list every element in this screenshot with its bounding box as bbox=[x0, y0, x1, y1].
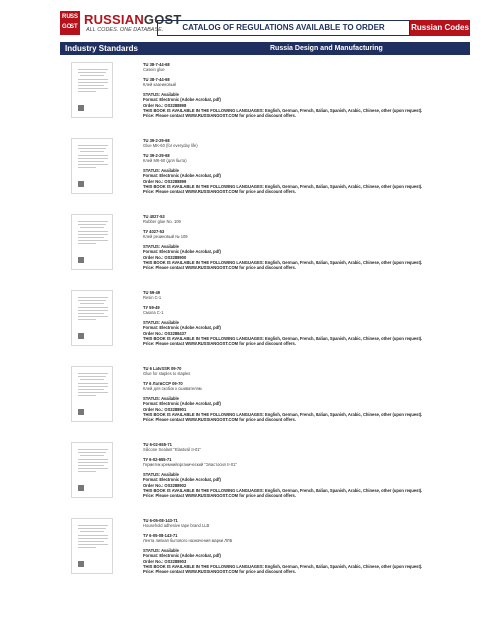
price-text[interactable]: Price: Please contact WWW.RUSSIANGOST.COM for price and discount offers. bbox=[143, 568, 296, 574]
brand-logo-mark: RU SS GO ST bbox=[60, 11, 80, 35]
thumbnail-line bbox=[80, 227, 104, 228]
thumbnail-line bbox=[78, 85, 104, 86]
status-text: STATUS: Available bbox=[143, 168, 179, 174]
status-text: STATUS: Available bbox=[143, 92, 179, 98]
name-en: Glue MK-60 (for everyday life) bbox=[143, 143, 198, 149]
thumbnail-line bbox=[78, 148, 106, 149]
thumbnail-line bbox=[78, 221, 108, 222]
status-text: STATUS: Available bbox=[143, 244, 179, 250]
stamp-icon bbox=[78, 333, 84, 339]
brand-name-part-2: GOST bbox=[143, 12, 182, 27]
thumbnail-line bbox=[78, 383, 108, 384]
thumbnail-line bbox=[78, 313, 104, 314]
entry-text bbox=[143, 138, 473, 194]
thumbnail-line bbox=[78, 82, 108, 83]
entry-text bbox=[143, 214, 473, 270]
order-number: Order No.: OS3288903 bbox=[143, 558, 187, 564]
thumbnail-line bbox=[78, 158, 108, 159]
thumbnail-line bbox=[78, 69, 108, 70]
thumbnail-line bbox=[78, 88, 108, 89]
status-text: STATUS: Available bbox=[143, 320, 179, 326]
languages-text: THIS BOOK IS AVAILABLE IN THE FOLLOWING LANGUAGES: English, German, French, Italian, Spanish, Arabic, Chinese, other (upon request). bbox=[143, 259, 423, 265]
code-ru: TУ 4027-53 bbox=[143, 229, 165, 235]
languages-text: THIS BOOK IS AVAILABLE IN THE FOLLOWING LANGUAGES: English, German, French, Italian, Spanish, Arabic, Chinese, other (upon request). bbox=[143, 335, 423, 341]
order-number: Order No.: OS3288901 bbox=[143, 406, 187, 412]
code-ru: TУ 6-02-655-71 bbox=[143, 457, 172, 463]
price-text[interactable]: Price: Please contact WWW.RUSSIANGOST.COM for price and discount offers. bbox=[143, 188, 296, 194]
languages-text: THIS BOOK IS AVAILABLE IN THE FOLLOWING LANGUAGES: English, German, French, Italian, Spanish, Arabic, Chinese, other (upon request). bbox=[143, 487, 423, 493]
entry-text bbox=[143, 290, 473, 346]
thumbnail-line bbox=[78, 389, 104, 390]
thumbnail-line bbox=[78, 541, 104, 542]
thumbnail-line bbox=[78, 373, 108, 374]
format-text: Format: Electronic (Adobe Acrobat, pdf) bbox=[143, 173, 221, 179]
thumbnail-line bbox=[78, 535, 108, 536]
thumbnail-line bbox=[80, 455, 104, 456]
thumbnail-line bbox=[78, 528, 106, 529]
thumbnail-line bbox=[78, 234, 108, 235]
thumbnail-line bbox=[78, 316, 108, 317]
order-number: Order No.: OS3288899 bbox=[143, 178, 187, 184]
thumbnail-line bbox=[78, 395, 96, 396]
format-text: Format: Electronic (Adobe Acrobat, pdf) bbox=[143, 553, 221, 559]
thumbnail-line bbox=[80, 75, 104, 76]
price-text[interactable]: Price: Please contact WWW.RUSSIANGOST.COM for price and discount offers. bbox=[143, 492, 296, 498]
format-text: Format: Electronic (Adobe Acrobat, pdf) bbox=[143, 477, 221, 483]
thumbnail-line bbox=[78, 449, 108, 450]
thumbnail-line bbox=[78, 538, 108, 539]
stamp-icon bbox=[78, 105, 84, 111]
section-nav-bar bbox=[60, 42, 470, 55]
thumbnail-line bbox=[78, 231, 108, 232]
code-ru: TУ 6-05-08-143-71 bbox=[143, 533, 178, 539]
code-ru: TU 38-7-44-68 bbox=[143, 77, 170, 83]
status-text: STATUS: Available bbox=[143, 396, 179, 402]
thumbnail-line bbox=[78, 465, 104, 466]
thumbnail-line bbox=[78, 155, 108, 156]
order-number: Order No.: OS3288437 bbox=[143, 330, 187, 336]
thumbnail-line bbox=[78, 72, 106, 73]
thumbnail-line bbox=[78, 386, 108, 387]
name-ru: Герметик кремнийорганический "Эластосил II-01" bbox=[143, 462, 237, 468]
thumbnail-line bbox=[80, 379, 104, 380]
thumbnail-line bbox=[78, 471, 96, 472]
thumbnail-line bbox=[78, 452, 106, 453]
thumbnail-line bbox=[78, 237, 104, 238]
section-left-title: Industry Standards bbox=[65, 44, 138, 53]
thumbnail-line bbox=[78, 310, 108, 311]
name-ru: Клей для скобок к сшивателям bbox=[143, 386, 202, 392]
price-text[interactable]: Price: Please contact WWW.RUSSIANGOST.COM for price and discount offers. bbox=[143, 264, 296, 270]
order-number: Order No.: OS3288902 bbox=[143, 482, 187, 488]
code-en: TU 59-49 bbox=[143, 290, 161, 295]
thumbnail-line bbox=[78, 459, 108, 460]
price-text[interactable]: Price: Please contact WWW.RUSSIANGOST.COM for price and discount offers. bbox=[143, 340, 296, 346]
section-right-title: Russia Design and Manufacturing bbox=[270, 45, 383, 52]
name-ru: Клей резиновый № 109 bbox=[143, 234, 188, 240]
stamp-icon bbox=[78, 181, 84, 187]
languages-text: THIS BOOK IS AVAILABLE IN THE FOLLOWING LANGUAGES: English, German, French, Italian, Spanish, Arabic, Chinese, other (upon request). bbox=[143, 411, 423, 417]
order-number: Order No.: OS3288898 bbox=[143, 102, 187, 108]
code-ru: TU 39-2-29-68 bbox=[143, 153, 170, 159]
thumbnail-line bbox=[78, 300, 106, 301]
code-en: TU 6-02-655-71 bbox=[143, 442, 172, 447]
entry-text bbox=[143, 518, 473, 574]
code-ru: TУ 59-49 bbox=[143, 305, 160, 311]
entry-text bbox=[143, 442, 473, 498]
thumbnail-line bbox=[78, 547, 96, 548]
thumbnail-line bbox=[78, 145, 108, 146]
thumbnail-line bbox=[78, 392, 108, 393]
name-en: Household adhesive tape brand LLB bbox=[143, 523, 210, 529]
document-thumbnail-icon[interactable] bbox=[71, 442, 113, 498]
thumbnail-line bbox=[80, 531, 104, 532]
thumbnail-line bbox=[78, 319, 96, 320]
format-text: Format: Electronic (Adobe Acrobat, pdf) bbox=[143, 401, 221, 407]
thumbnail-line bbox=[80, 151, 104, 152]
name-en: Glue for staples to staples bbox=[143, 371, 191, 377]
status-text: STATUS: Available bbox=[143, 548, 179, 554]
order-number: Order No.: OS3288900 bbox=[143, 254, 187, 260]
status-text: STATUS: Available bbox=[143, 472, 179, 478]
name-en: Casein glue bbox=[143, 67, 165, 73]
code-en: TU 6-05-08-143-71 bbox=[143, 518, 178, 523]
document-thumbnail-icon[interactable] bbox=[71, 290, 113, 346]
format-text: Format: Electronic (Adobe Acrobat, pdf) bbox=[143, 325, 221, 331]
thumbnail-line bbox=[78, 164, 108, 165]
thumbnail-line bbox=[78, 307, 108, 308]
name-ru: Клей МК-60 (для быта) bbox=[143, 158, 187, 164]
name-ru: Лента липкая бытового назначения марки ЛЛБ bbox=[143, 538, 233, 544]
languages-text: THIS BOOK IS AVAILABLE IN THE FOLLOWING LANGUAGES: English, German, French, Italian, Spanish, Arabic, Chinese, other (upon request). bbox=[143, 107, 423, 113]
document-thumbnail-icon[interactable] bbox=[71, 214, 113, 270]
format-text: Format: Electronic (Adobe Acrobat, pdf) bbox=[143, 97, 221, 103]
thumbnail-line bbox=[78, 462, 108, 463]
stamp-icon bbox=[78, 257, 84, 263]
document-thumbnail-icon[interactable] bbox=[71, 138, 113, 194]
stamp-icon bbox=[78, 409, 84, 415]
price-text[interactable]: Price: Please contact WWW.RUSSIANGOST.COM for price and discount offers. bbox=[143, 112, 296, 118]
name-en: Resin C-1 bbox=[143, 295, 162, 301]
code-ru: TУ 6 ЛатвССР 09-70 bbox=[143, 381, 183, 387]
entry-text bbox=[143, 62, 473, 118]
thumbnail-line bbox=[78, 468, 108, 469]
thumbnail-line bbox=[78, 243, 96, 244]
thumbnail-line bbox=[78, 297, 108, 298]
thumbnail-line bbox=[78, 525, 108, 526]
code-en: TU 39-2-29-68 bbox=[143, 138, 170, 143]
russian-codes-label[interactable]: Russian Codes bbox=[410, 20, 470, 36]
code-en: TU 38-7-44-68 bbox=[143, 62, 170, 67]
name-en: Silicone Sealant "Elastosil II-01" bbox=[143, 447, 201, 453]
thumbnail-line bbox=[78, 240, 108, 241]
name-en: Rubber glue No. 109 bbox=[143, 219, 181, 225]
name-ru: Клей казеиновый bbox=[143, 82, 176, 88]
document-thumbnail-icon[interactable] bbox=[71, 518, 113, 574]
stamp-icon bbox=[78, 485, 84, 491]
entry-text bbox=[143, 366, 473, 422]
document-thumbnail-icon[interactable] bbox=[71, 62, 113, 118]
code-en: TU 6 LatvSSR 09-70 bbox=[143, 366, 182, 371]
price-text[interactable]: Price: Please contact WWW.RUSSIANGOST.COM for price and discount offers. bbox=[143, 416, 296, 422]
thumbnail-line bbox=[78, 167, 96, 168]
catalog-title: CATALOG OF REGULATIONS AVAILABLE TO ORDER bbox=[157, 20, 410, 36]
stamp-icon bbox=[78, 561, 84, 567]
thumbnail-line bbox=[78, 79, 108, 80]
name-ru: Смола С-1 bbox=[143, 310, 164, 316]
thumbnail-line bbox=[78, 376, 106, 377]
languages-text: THIS BOOK IS AVAILABLE IN THE FOLLOWING LANGUAGES: English, German, French, Italian, Spanish, Arabic, Chinese, other (upon request). bbox=[143, 183, 423, 189]
thumbnail-line bbox=[80, 303, 104, 304]
brand-name-part-1: RUSSIAN bbox=[84, 12, 144, 27]
thumbnail-line bbox=[78, 544, 108, 545]
format-text: Format: Electronic (Adobe Acrobat, pdf) bbox=[143, 249, 221, 255]
thumbnail-line bbox=[78, 224, 106, 225]
thumbnail-line bbox=[78, 91, 96, 92]
thumbnail-line bbox=[78, 161, 104, 162]
languages-text: THIS BOOK IS AVAILABLE IN THE FOLLOWING LANGUAGES: English, German, French, Italian, Spanish, Arabic, Chinese, other (upon request). bbox=[143, 563, 423, 569]
code-en: TU 4027-53 bbox=[143, 214, 165, 219]
document-thumbnail-icon[interactable] bbox=[71, 366, 113, 422]
brand-tagline: ALL CODES. ONE DATABASE. bbox=[86, 27, 164, 33]
